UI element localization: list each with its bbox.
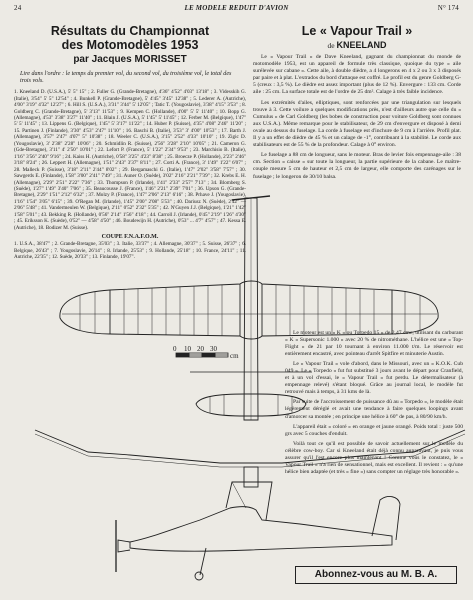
magazine-title: LE MODELE REDUIT D'AVION xyxy=(184,4,289,12)
issue-number: N° 174 xyxy=(437,4,459,12)
subscribe-banner: Abonnez-vous au M. B. A. xyxy=(295,566,457,584)
fin-side-view xyxy=(372,497,400,540)
vapour-trail-title: Le « Vapour Trail » xyxy=(301,24,413,38)
paragraph: Les extrémités d'ailes, elliptiques, sont renforcées par une triangulation sur lesquels trouve à 3. Cette voilure a quelques modifications près, n'est d'ailleurs autre que celle du « Cumulus » de Carl Goldberg (les bobes de construction pour voiture Goldberg sont connues aux U.S.A.). Même remarque pour le stabilisateur, de 29 cm d'envergure et disposé à demi ovale au dessus du fuselage. La corde à fuselage est d'inchure de 9 cm à l'arrière. Profil plat. Il y a un effet de dièdre de 45 % et un calage de -1°, contribuant à la stabilité. Le corde aux stabilisateurs est de 55 % de la profondeur. Calage à 0° environ. xyxy=(253,99,461,149)
paragraph: Le fuselage a 88 cm de longueur, sans le moteur. Bras de levier fois empennage-aile : 38 cm. Section « caisse » sur toute la longueur, la partie supérieure de la cabane. Le maître-couple mesure 5 cm de hauteur et 2,5 cm de largeur, elle comporte des carénages sur le fuselage ; le longeron de 30/10 balsa. xyxy=(253,152,461,180)
article-title-line1: Résultats du Championnat xyxy=(50,24,210,38)
scale-label-20: 20 xyxy=(197,345,204,353)
paragraph: L'appareil était « coloré » en orange et jaune orangé. Poids total : juste 500 grs avec 5 couches d'enduit. xyxy=(285,423,463,437)
article-author: par Jacques MORISSET xyxy=(73,54,187,65)
fuselage-side-view xyxy=(130,507,392,552)
article-title-line2: des Motomodèles 1953 xyxy=(61,38,199,52)
coupe-results: 1. U.S.A., 38'47" ; 2. Grande-Bretagne, 35'03" ; 3. Italie, 33'37" ; 4. Allemagne, 30'37" ; 5. Suisse, 26'37" ; 6. Belgique, 26'43" ; 7. Yougoslavie, 26'14" ; 8. Irlande, 25'53" ; 9. Hollande, 25'18" ; 10. France, 24'11" ; 11. Autriche, 22'35" ; 12. Suède, 20'33" ; 13. Finlande, 19'07". xyxy=(14,241,246,261)
paragraph: Par suite de l'accroissement de puissance dû au « Torpedo », le modèle était légèrement déréglé et avait une tendance à faire quelques loopings avant d'amorcer sa montée ; en principe une hélice à 60° de pas, à 80/90 km/h. xyxy=(285,399,463,420)
author-name: KNEELAND xyxy=(336,40,387,50)
scale-label-0: 0 xyxy=(173,345,177,353)
paragraph: Le moteur est un « K » ou Torpedo 15 » de 2,47 cmc, utilisant du carburant « K » Supersonic 1.000 » avec 20 % de nitrométhane. L'hélice est une « Top-Flight » de 21 par 10 tournant à environ 11.000 t/m. Le réservoir est entièrement encastré, avec pointeau d'arrêt Spitfire et minuterie Austin. xyxy=(285,330,463,358)
results-list: 1. Kneeland D. (U.S.A.), 5' 5" 15" ; 2. Fuller G. (Grande-Bretagne), 4'36" 4'52" 4'03" 13'18" ; 3. Videsskih G. (Italie), 3'54" 5' 5" 12'54" ; 4. Bunkell P. (Grande-Bretagne), 5' 4'45" 3'45" 12'38" ; 5. Lederer A. (Autriche), 4'00" 3'19" 4'32" 12'27" ; 6. Hill S. (U.S.A.), 3'31" 3'44" 5' 12'05" ; Tatic T. (Yougoslavie), 3'38" 4'15" 3'53" ; 8. Goldberg C. (Grande-Bretagne), 5' 3'13" 11'53" ; 9. Kempen C. (Hollande), 4'00" 5' 5' 11'40" ; 10. Bopp G. (Allemagne), 4'53" 3'38" 3'27" 11'40" ; 11. Blain J. (U.S.A.), 5' 1'45" 5' 11'45" ; 12. Ferber M. (Belgique), 1'47" 5' 5' 11'45" ; 13. Lippens G. (Belgique), 1'45" 5' 3'17" 11'22" ; 14. Huber P. (Suisse), 4'35" 4'08" 2'46" 11'20" ; 15. Partinen J. (Finlande), 3'30" 4'53" 2'47" 11'10" ; 16. Baschi B. (Italie), 3'53" 3' 4'00" 10'53" ; 17. Barth J. (Allemagne), 3'57" 2'47" 4'07" 5" 10'38" ; 18. Weeler C. (U.S.A.), 3'15" 2'52" 4'33" 10'10" ; 19. Zigic D. (Yougoslavie), 3' 2'38" 2'28" 10'06" ; 20. Schmidlin R. (Suisse), 2'56" 3'28" 2'10" 10'05" ; 21. Cameron G. (Gde-Bretagne), 3'11" 4' 2'50" 10'01" ; 22. Lefort P. (France), 5' 1'22" 2'34" 9'53" ; 23. Marchisio B. (Italie), 1'16" 3'56" 2'40" 9'16" ; 24. Kaiss H. (Autriche), 0'58" 3'25" 4'23" 8'38" ; 25. Broecze P. (Hollande), 2'23" 2'46" 3'18" 8'24" ; 26. Leppert H. (Allemagne), 1'51" 2'43" 3'37" 8'11" ; 27. Corti A. (France), 3' 1'49" 1'22" 6'07" ; 28. Malleck P. (Suisse), 3'18" 2'11" 2'44" 8'02" ; 29. Bergamaschi G. (Italie), 1'47" 2'02" 3'58" 7'57" ; 30. Sawgerds E. (Finlande), 1'58" 3'00" 2'41" 7'49" ; 31. Auner O. (Suède), 3'02" 2'16" 2'21" 7'39" ; 32. Krebs E. H. (Allemagne), 2'29" 2'51" 2'22" 7'36" ; 33. Thompson P. (Irlande), 1'41" 2'33" 2'57" 7'13" ; 34. Blomberg S. (Suède), 1'27" 1'49" 3'40" 7'06" ; 35. Beaucousse J. (France), 1'46" 2'21" 2'39" 7'01" ; 36. Upson G. (Grande-Bretagne), 2'29" 1'51" 2'12" 6'32" ; 37. Molzy P. (France), 1'47" 2'06" 2'13" 6'16" ; 38. Prhave J. (Yougoslavie), 1'16" 1'54" 3'05" 6'15" ; 39. O'Regan M. (Irlande), 1'45" 2'00" 2'08" 5'53" ; 40. Dariusz N. (Suède), 2'42" — 2'06" 5'48" ; 41. Vandermeulen W. (Belgique), 2'11" 0'52" 2'32" 5'35" ; 42. N'Guyen J.J. (Belgique), 1'21" 1'42" 1'58" 5'01" ; 43. Bekking R. (Hollande), 0'56" 2'14" 1'56" 4'18" ; 44. Carroll J. (Irlande), 0'45" 2'19" 1'26" 4'30" ; 45. Eriksson K. (Suède), 0'52" — 4'58" 4'50" ; 46. Boudewijn H. (Autriche), 0'53" ... 4'7" 4'57" ; 47. Kessa E. (Autriche), 18. Bodizer M. (Suisse). xyxy=(14,89,246,231)
wing-planform xyxy=(60,281,438,339)
paragraph: Voilà tout ce qu'il est possible de savoir actuellement sur le modèle du célèbre cow-boy. Car si Kneeland était déjà connu auparavant, je puis vous assurer qu'il l'est encore plus maintenant ! Comme vous le constatez, le « Vapour Trail » n'a rien de sensationnel, mais est excellent. Il revient : « qu'une hélice bien adaptée (et très « fine ») sans compter un réglage très honorable ». xyxy=(285,440,463,475)
wing-front-view xyxy=(35,430,465,463)
scale-label-30: 30 xyxy=(210,345,217,353)
author-prefix: de xyxy=(327,41,335,50)
scale-label-unit: cm xyxy=(230,352,239,360)
page-number: 24 xyxy=(14,4,22,12)
scale-label-10: 10 xyxy=(184,345,191,353)
coupe-heading: COUPE F.N.A.F.O.M. xyxy=(101,234,159,241)
wheel xyxy=(195,572,203,580)
results-intro: Lire dans l'ordre : le temps du premier vol, du second vol, du troisième vol, le total des trois vols. xyxy=(20,71,232,85)
paragraph: Le « Vapour Trail » de Dave Kneeland, gagnant du championnat du monde de motomodèle 1953, est un appareil de formule très classique, quoique du type « aile surélevée sur cabane ». Cette aile, à double dièdre, a 4 longerons en 4 x 2 ou 3 x 3 disposés par paire et à plat. L'extrados du bord d'attaque est coffré. Le profil est du genre Goldberg G-5 (creux : 3,5 %). Le dièdre est assez important (plus de 12 %). Envergure : 133 cm. Corde aile : 25 cm. La surface totale est de l'ordre de 25 dm². Calage à très faible incidence. xyxy=(253,54,461,96)
scale-bar xyxy=(176,353,228,357)
paragraph: Le « Vapour Trail » vole d'abord, dans le Missouri, avec un « K.O.K. Cub 049 ». Le « Torpedo » fut fut substitué 3 jours avant le départ pour Cranfield, et à un vol d'essai, le « Vapour Trail » fut perdu. Le détermalisateur (à empennage relevé) s'étant bloqué. Grâce au journal local, le modèle fut retrouvé mais à temps, à 31 kms de là. xyxy=(285,361,463,396)
